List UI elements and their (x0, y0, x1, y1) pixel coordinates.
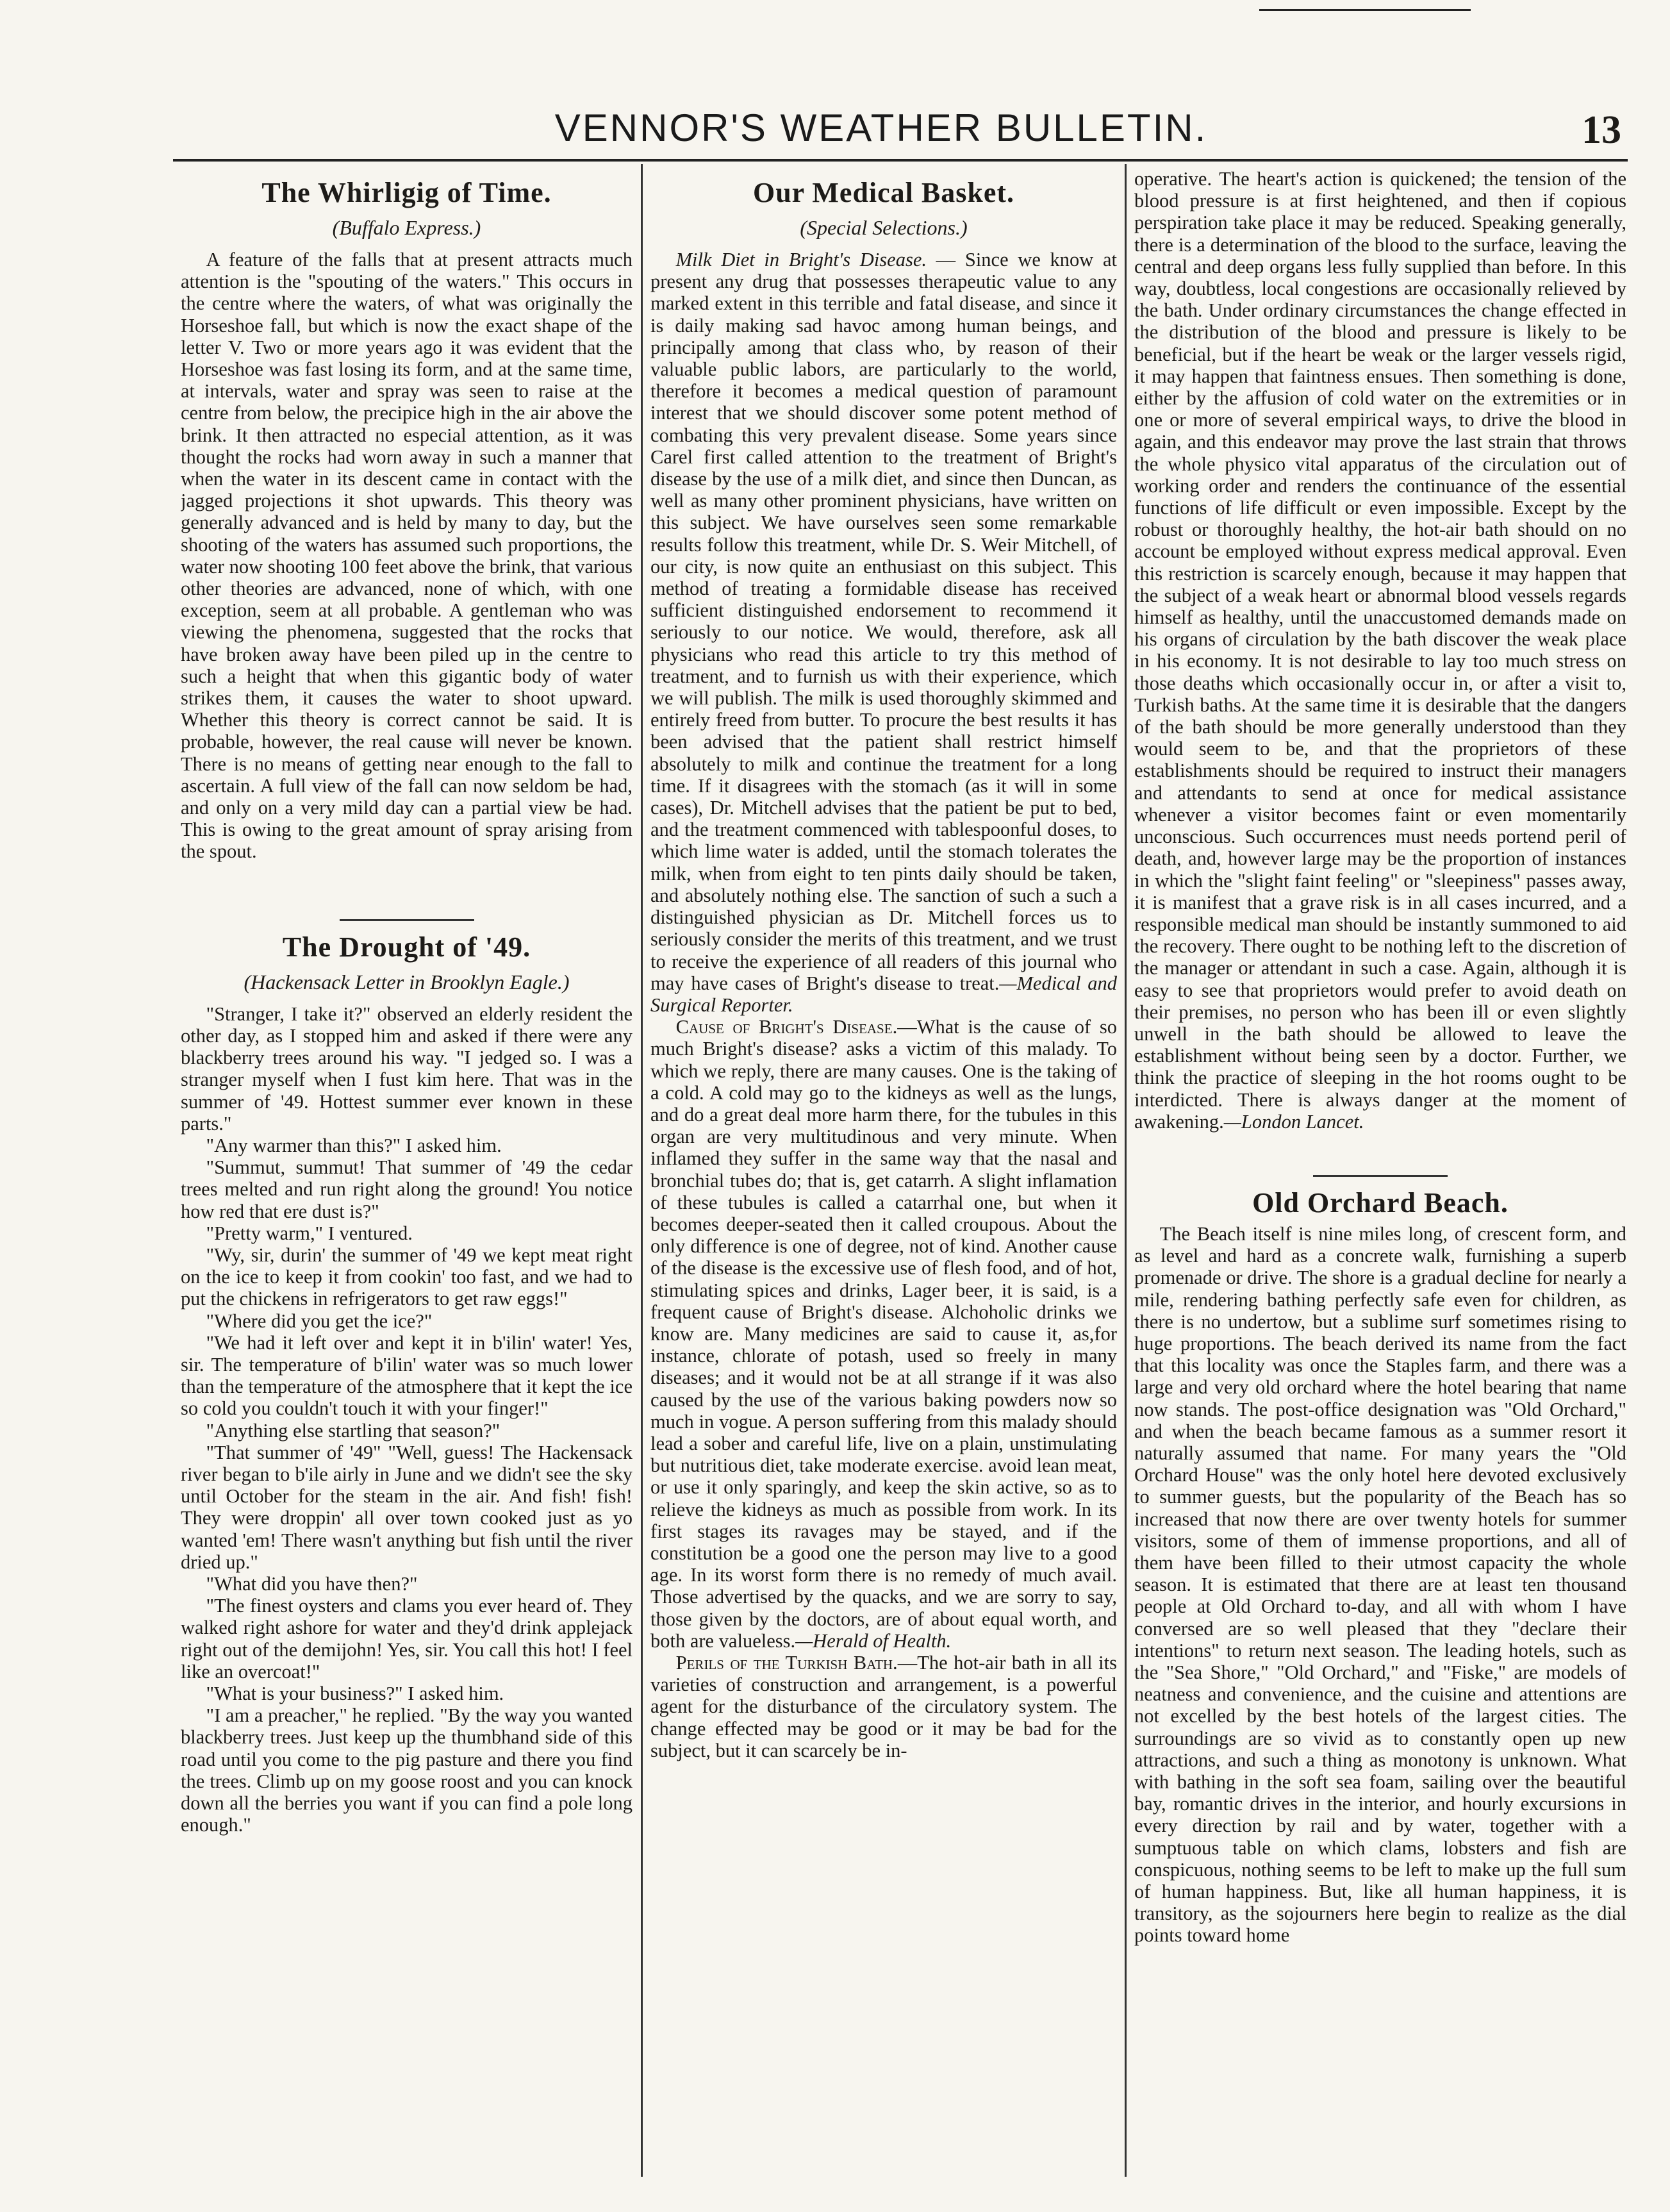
masthead-rule (173, 159, 1628, 162)
cause-citation: —Herald of Health. (795, 1629, 952, 1652)
article-body-orchard: The Beach itself is nine miles long, of crescent form, and as level and hard as a concrete walk, furnishing a superb promenade or drive. The shore is a gradual decline for nearly a mile, rendering bathing perfectly safe even for children, as there is no undertow, but a sublime surf sometimes rising to huge proportions. The beach derived its name from the fact that this locality was once the Staples farm, and there was a large and very old orchard where the hotel bearing that name now stands. The post-office designation was "Old Orchard," and when the beach became famous as a summer resort it naturally assumed that name. For many years the "Old Orchard House" was the only hotel here devoted exclusively to summer guests, but the popularity of the Beach has so increased that now there are over twenty hotels for summer visitors, some of them of immense proportions, and all of them have been filled to their utmost capacity the whole season. It is estimated that there are at least ten thousand people at Old Orchard to-day, and all with whom I have conversed are so well pleased that they "declare their intentions" to return next season. The leading hotels, such as the "Sea Shore," "Old Orchard," and "Fiske," are models of neatness and convenience, and the cuisine and attentions are not excelled by the best hotels of the largest cities. The surroundings are so vivid as to constantly open up new attractions, and such a thing as monotony is unknown. What with bathing in the soft sea foam, sailing over the beautiful bay, romantic drives in the interior, and hourly excursions in every direction by rail and by water, together with a sumptuous table on which clams, lobsters and fish are conspicuous, nothing seems to be left to make up the full sum of human happiness. But, like all human happiness, it is transitory, as the sojourners here begin to realize as the dial points toward home (1134, 1222, 1626, 1947)
article-title-whirligig: The Whirligig of Time. (261, 177, 552, 208)
drought-paragraph: "That summer of '49" "Well, guess! The Hackensack river began to b'ile airly in June and we didn't see the sky until October for the steam in the air. And fish! fish! They were droppin' all over town cooked just as yo wanted 'em! There wasn't anything but fish until the river dried up." (181, 1441, 632, 1573)
drought-paragraph: "Wy, sir, durin' the summer of '49 we kept meat right on the ice to keep it from cookin' too fast, and we had to put the chickens in refrigerators to get raw eggs!" (181, 1243, 632, 1310)
milk-diet-text: — Since we know at present any drug that possesses therapeutic value to any marked extent in this terrible and fatal disease, and since it is daily making sad havoc among human beings, and principally among that class who, by reason of their valuable public labors, are particularly to the world, therefore it becomes a medical question of paramount interest that we should discover some potent method of combating this very prevalent disease. Some years since Carel first called attention to the treatment of Bright's disease by the use of a milk diet, and since then Duncan, as well as many other prominent physicians, have written on this subject. We have ourselves seen some remarkable results follow this treatment, while Dr. S. Weir Mitchell, of our city, is now quite an enthusiast on this subject. This method of treating a formidable disease has received sufficient distinguished endorsement to recommend it seriously to our notice. We would, therefore, ask all physicians who read this article to try this method of treatment, and to furnish us with their experience, which we will publish. The milk is used thoroughly skimmed and entirely freed from butter. To procure the best results it has been advised that the patient shall restrict himself absolutely to milk and continue the treatment for a long time. If it disagrees with the stomach (as it will in some cases), Dr. Mitchell advises that the patient be put to bed, and the treatment commenced with tablespoonful doses, to which lime water is added, until the stomach tolerates the milk, when from eight to ten pints daily should be taken, and absolutely nothing else. The sanction of such a such a distinguished physician as Dr. Mitchell forces us to seriously consider the merits of this treatment, and we trust to receive the experience of all readers of this journal who may have cases of Bright's disease to treat. (650, 249, 1117, 994)
turkish-bath-continued-text: operative. The heart's action is quickened; the tension of the blood pressure is at first heightened, and then if copious perspiration take place it may be reduced. Speaking generally, there is a determination of the blood to the surface, leaving the central and deep organs less fully supplied than before. In this way, doubtless, local congestions are occasionally relieved by the bath. Under ordinary circumstances the change effected in the distribution of the blood and pressure is likely to be beneficial, but if the heart be weak or the larger vessels rigid, it may happen that faintness ensues. Then something is done, either by the affusion of cold water on the extremities or in one or more of several empirical ways, to drive the blood in again, and this endeavor may prove the last strain that throws the whole physico vital apparatus of the circulation out of working order and renders the continuance of the essential functions of life difficult or even impossible. Except by the robust or thoroughly healthy, the hot-air bath should on no account be employed without express medical approval. Even this restriction is scarcely enough, because it may happen that the subject of a weak heart or abnormal blood vessels regards himself as healthy, until the unaccustomed demands made on his organs of circulation by the bath discover the weak place in his economy. It is not desirable to lay too much stress on those deaths which occasionally occur in, or after a visit to, Turkish baths. At the same time it is desirable that the dangers of the bath should be more generally understood than they would seem to be, and that the proprietors of these establishments should be required to instruct their managers and attendants to send at once for medical assistance whenever a visitor becomes faint or even momentarily unconscious. Such occurrences must needs portend peril of death, and, however large may be the proportion of instances in which the "slight faint feeling" or "sleepiness" passes away, it is manifest that a grave risk is in all cases incurred, and a responsible medical man should be instantly summoned to aid the recovery. There ought to be nothing left to the discretion of the manager or attendant in such a case. Again, although it is easy to see that proprietors would prefer to avoid death on their premises, no person who has been ill or even slightly unwell in the bath should be allowed to leave the establishment without being seen by a doctor. Further, we think the practice of sleeping in the hot rooms ought to be interdicted. There is always danger at the moment of awakening. (1134, 168, 1626, 1133)
article-body-turkish-bath (650, 1652, 1117, 1761)
column-1 (181, 172, 632, 2191)
turkish-bath-text: —The hot-air bath in all its varieties of construction and arrangement, is a powerful agent for the disturbance of the circulatory system. The change effected may be good or it may be bad for the subject, but it can scarcely be in- (650, 1652, 1117, 1761)
page-number: 13 (1582, 108, 1621, 152)
drought-paragraph: "What did you have then?" (206, 1572, 418, 1595)
article-body-whirligig: A feature of the falls that at present attracts much attention is the "spouting of the waters." This occurs in the centre where the waters, of what was originally the Horseshoe fall, but which is now the exact shape of the letter V. Two or more years ago it was evident that the Horseshoe was fast losing its form, and at the same time, at intervals, water and spray was seen to raise at the centre from below, the precipice high in the air above the brink. It then attracted no especial attention, as it was thought the rocks had worn away in such a manner that when the water in its descent came in contact with the jagged projections it shot upwards. This theory was generally advanced and is held by many to day, but the shooting of the waters has assumed such proportions, the water now shooting 100 feet above the brink, that various other theories are advanced, none of which, with one exception, seem at all probable. A gentleman who was viewing the phenomena, suggested that the rocks that have broken away have been piled up in the centre to such a height that when this gigantic body of water strikes them, it causes the water to shoot upward. Whether this theory is correct cannot be said. It is probable, however, the real cause will never be known. There is no means of getting near enough to the fall to ascertain. A full view of the fall can now seldom be had, and only on a very mild day can a partial view be had. This is owing to the great amount of spray arising from the spout. (181, 249, 632, 863)
milk-diet-lead: Milk Diet in Bright's Disease. (675, 249, 927, 270)
drought-paragraph: "Where did you get the ice?" (206, 1310, 433, 1332)
column-divider-1 (641, 164, 643, 2177)
drought-paragraph: "The finest oysters and clams you ever heard of. They walked right ashore for water and they'd drink applejack right out of the demijohn! Yes, sir. You call this hot! I feel like an overcoat!" (181, 1595, 632, 1683)
article-body-cause (650, 1016, 1117, 1652)
article-title-orchard: Old Orchard Beach. (1252, 1186, 1509, 1218)
masthead-title: VENNOR'S WEATHER BULLETIN. (554, 106, 1208, 149)
top-corner-rule (1259, 9, 1471, 11)
article-separator (1313, 1175, 1448, 1177)
article-separator (340, 919, 474, 921)
drought-paragraph: "Any warmer than this?" I asked him. (206, 1134, 502, 1156)
article-title-drought: The Drought of '49. (282, 931, 531, 963)
article-title-medical: Our Medical Basket. (752, 177, 1015, 208)
drought-paragraph: "We had it left over and kept it in b'ilin' water! Yes, sir. The temperature of b'ilin' water was so much lower than the temperature of the atmosphere that it kept the ice so cold you couldn't touch it with your finger!" (181, 1331, 632, 1420)
milk-diet-citation: —Medical and Surgical Reporter. (650, 972, 1117, 1016)
drought-paragraph: "Stranger, I take it?" observed an elderly resident the other day, as I stopped him and asked if there were any blackberry trees around his way. "I jedged so. I was a stranger myself when I fust kim here. That was in the summer of '49. Hottest summer ever known in these parts." (181, 1002, 632, 1135)
turkish-bath-continued (1134, 168, 1626, 1133)
column-divider-2 (1125, 164, 1127, 2177)
article-source-drought: (Hackensack Letter in Brooklyn Eagle.) (244, 970, 570, 994)
drought-paragraph: "Pretty warm," I ventured. (206, 1222, 413, 1244)
drought-paragraph: "Summut, summut! That summer of '49 the cedar trees melted and run right along the ground! You notice how red that ere dust is?" (181, 1156, 632, 1222)
turkish-bath-citation: —London Lancet. (1223, 1110, 1364, 1133)
column-3 (1134, 168, 1626, 2187)
cause-text: —What is the cause of so much Bright's disease? asks a victim of this malady. To which we reply, there are many causes. One is the taking of a cold. A cold may go to the kidneys as well as the lungs, and do a great deal more harm there, for the tubules in this organ are very multitudinous and very minute. When inflamed they suffer in the same way that the nasal and bronchial tubes do; that is, get catarrh. A slight inflamation of these tubules is called a catarrhal one, but when it becomes deeper-seated then it called croupous. About the only difference is one of degree, not of kind. Another cause of the disease is the excessive use of flesh food, and of hot, stimulating spices and drinks, Lager beer, it is said, is a frequent cause of Bright's disease. Alchoholic drinks we know are. Many medicines are said to cause it, as,for instance, chlorate of potash, used so freely in many diseases; and it would not be at all strange if it was also caused by the use of the various baking powders now so much in vogue. A person suffering from this malady should lead a sober and careful life, live on a plain, unstimulating but nutritious diet, take moderate exercise. avoid lean meat, or use it only sparingly, and keep the skin active, so as to relieve the kidneys as much as possible from work. In its first stages its ravages may be stayed, and if the constitution be a good one the person may live to a good age. In its worst form there is no remedy of much avail. Those advertised by the quacks, and we are sorry to say, those given by the doctors, are of about equal worth, and both are valueless. (650, 1016, 1117, 1652)
drought-paragraph: "What is your business?" I asked him. (206, 1682, 504, 1704)
cause-lead: Cause of Bright's Disease. (675, 1016, 898, 1038)
column-2 (650, 172, 1117, 2191)
article-source-medical: (Special Selections.) (800, 216, 968, 239)
drought-paragraph: "Anything else startling that season?" (206, 1419, 500, 1442)
turkish-bath-lead: Perils of the Turkish Bath. (675, 1652, 898, 1674)
drought-paragraph: "I am a preacher," he replied. "By the way you wanted blackberry trees. Just keep up the thumbhand side of this road until you come to the pig pasture and there you find the trees. Climb up on my goose roost and you can knock down all the berries you want if you can find a pole long enough." (181, 1704, 632, 1836)
article-body-milk-diet (650, 249, 1117, 1016)
article-source-whirligig: (Buffalo Express.) (332, 216, 481, 239)
